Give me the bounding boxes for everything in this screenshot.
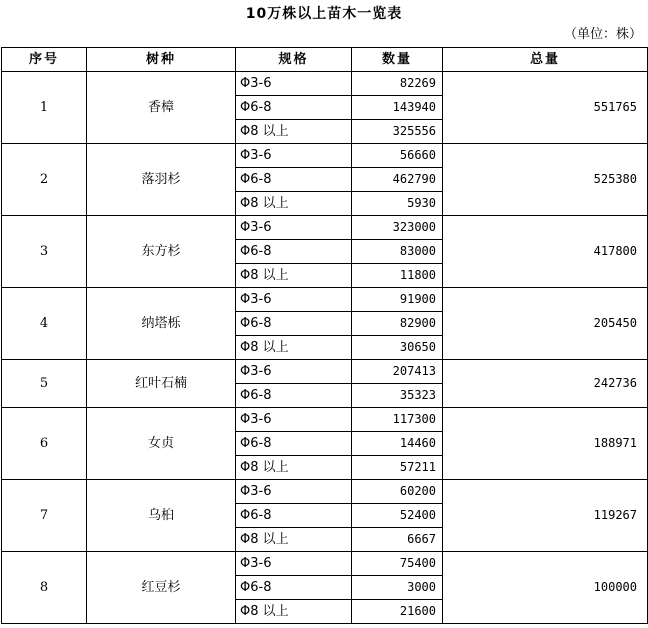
row-number: 7 <box>2 480 87 552</box>
quantity-cell: 117300 <box>352 408 443 432</box>
row-number: 4 <box>2 288 87 360</box>
header-no: 序号 <box>2 48 87 72</box>
spec-cell: Φ6-8 <box>236 432 352 456</box>
quantity-cell: 56660 <box>352 144 443 168</box>
quantity-cell: 57211 <box>352 456 443 480</box>
spec-cell: Φ8 以上 <box>236 336 352 360</box>
table-row <box>2 216 648 240</box>
quantity-cell: 5930 <box>352 192 443 216</box>
header-qty: 数量 <box>352 48 443 72</box>
row-number: 6 <box>2 408 87 480</box>
seedling-table <box>1 47 648 624</box>
quantity-cell: 6667 <box>352 528 443 552</box>
total-cell: 100000 <box>443 552 648 624</box>
total-cell: 205450 <box>443 288 648 360</box>
table-row <box>2 552 648 576</box>
species-cell: 女贞 <box>87 408 236 480</box>
spec-cell: Φ8 以上 <box>236 192 352 216</box>
spec-cell: Φ6-8 <box>236 96 352 120</box>
row-number: 2 <box>2 144 87 216</box>
total-cell: 242736 <box>443 360 648 408</box>
header-species: 树种 <box>87 48 236 72</box>
quantity-cell: 75400 <box>352 552 443 576</box>
row-number: 3 <box>2 216 87 288</box>
table-row <box>2 408 648 432</box>
table-row <box>2 288 648 312</box>
species-cell: 红叶石楠 <box>87 360 236 408</box>
table-header-row <box>2 48 648 72</box>
quantity-cell: 82269 <box>352 72 443 96</box>
spec-cell: Φ8 以上 <box>236 264 352 288</box>
header-total: 总量 <box>443 48 648 72</box>
total-cell: 188971 <box>443 408 648 480</box>
total-cell: 551765 <box>443 72 648 144</box>
species-cell: 东方杉 <box>87 216 236 288</box>
table-body <box>2 72 648 624</box>
quantity-cell: 325556 <box>352 120 443 144</box>
quantity-cell: 462790 <box>352 168 443 192</box>
quantity-cell: 83000 <box>352 240 443 264</box>
quantity-cell: 14460 <box>352 432 443 456</box>
table-row <box>2 144 648 168</box>
quantity-cell: 11800 <box>352 264 443 288</box>
species-cell: 香樟 <box>87 72 236 144</box>
spec-cell: Φ8 以上 <box>236 600 352 624</box>
quantity-cell: 3000 <box>352 576 443 600</box>
table-row <box>2 72 648 96</box>
spec-cell: Φ6-8 <box>236 576 352 600</box>
quantity-cell: 207413 <box>352 360 443 384</box>
species-cell: 乌桕 <box>87 480 236 552</box>
unit-label: （单位：株） <box>563 27 642 42</box>
total-cell: 119267 <box>443 480 648 552</box>
spec-cell: Φ3-6 <box>236 360 352 384</box>
row-number: 8 <box>2 552 87 624</box>
table-row <box>2 360 648 384</box>
spec-cell: Φ3-6 <box>236 480 352 504</box>
quantity-cell: 60200 <box>352 480 443 504</box>
quantity-cell: 30650 <box>352 336 443 360</box>
spec-cell: Φ3-6 <box>236 408 352 432</box>
quantity-cell: 91900 <box>352 288 443 312</box>
table-row <box>2 480 648 504</box>
spec-cell: Φ8 以上 <box>236 456 352 480</box>
total-cell: 525380 <box>443 144 648 216</box>
page-title: 10万株以上苗木一览表 <box>245 6 403 22</box>
row-number: 5 <box>2 360 87 408</box>
spec-cell: Φ3-6 <box>236 552 352 576</box>
quantity-cell: 82900 <box>352 312 443 336</box>
species-cell: 落羽杉 <box>87 144 236 216</box>
spec-cell: Φ3-6 <box>236 72 352 96</box>
spec-cell: Φ6-8 <box>236 384 352 408</box>
spec-cell: Φ3-6 <box>236 288 352 312</box>
spec-cell: Φ6-8 <box>236 168 352 192</box>
total-cell: 417800 <box>443 216 648 288</box>
spec-cell: Φ3-6 <box>236 216 352 240</box>
spec-cell: Φ6-8 <box>236 240 352 264</box>
spec-cell: Φ6-8 <box>236 312 352 336</box>
spec-cell: Φ8 以上 <box>236 528 352 552</box>
spec-cell: Φ3-6 <box>236 144 352 168</box>
quantity-cell: 323000 <box>352 216 443 240</box>
quantity-cell: 143940 <box>352 96 443 120</box>
header-spec: 规格 <box>236 48 352 72</box>
species-cell: 红豆杉 <box>87 552 236 624</box>
quantity-cell: 21600 <box>352 600 443 624</box>
spec-cell: Φ6-8 <box>236 504 352 528</box>
row-number: 1 <box>2 72 87 144</box>
spec-cell: Φ8 以上 <box>236 120 352 144</box>
quantity-cell: 35323 <box>352 384 443 408</box>
quantity-cell: 52400 <box>352 504 443 528</box>
species-cell: 纳塔栎 <box>87 288 236 360</box>
